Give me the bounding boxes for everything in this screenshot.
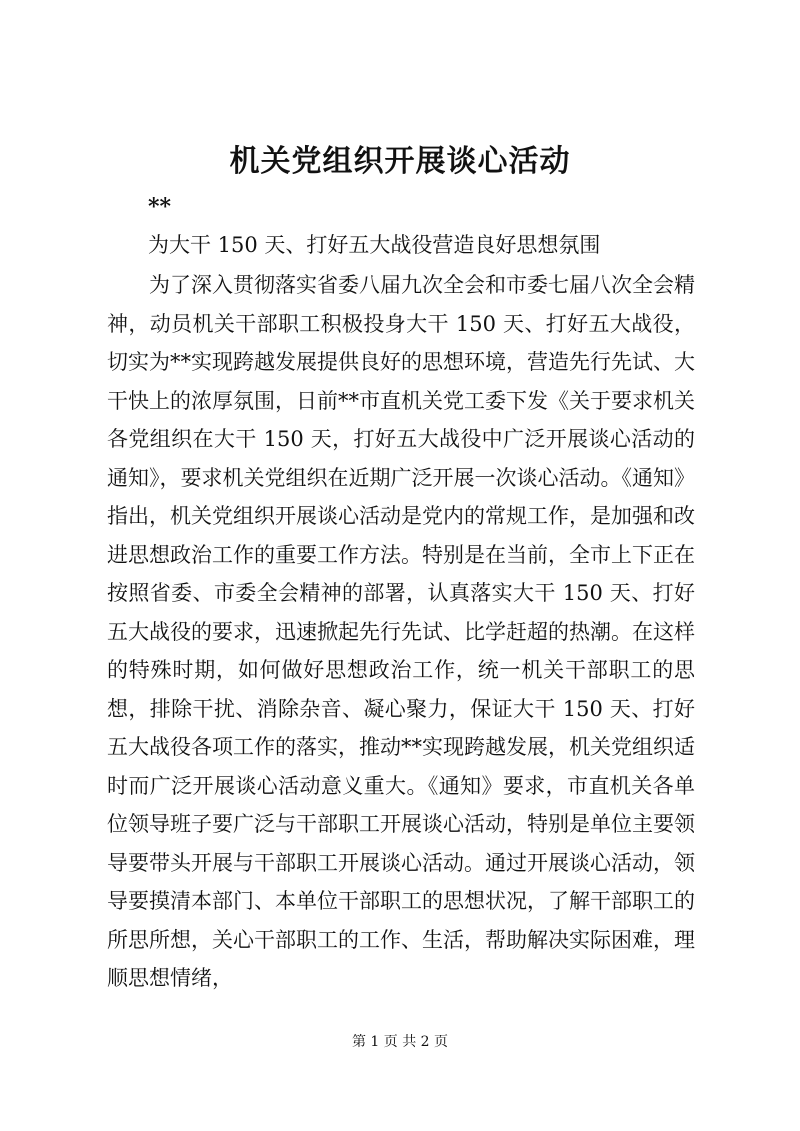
document-title: 机关党组织开展谈心活动 (229, 144, 571, 179)
page-footer: 第 1 页 共 2 页 (351, 1034, 449, 1050)
document-subtitle: 为大干 150 天、打好五大战役营造良好思想氛围 (148, 233, 601, 257)
body-paragraph: 为了深入贯彻落实省委八届九次全会和市委七届八次全会精神，动员机关干部职工积极投身大干 150 天、打好五大战役，切实为**实现跨越发展提供良好的思想环境，营造先行先试、大干快上的浓厚氛围，日前**市直机关党工委下发《关于要求机关各党组织在大干 150 天，打好五大战役中广泛开展谈心活动的通知》，要求机关党组织在近期广泛开展一次谈心活动。《通知》指出，机关党组织开展谈心活动是党内的常规工作，是加强和改进思想政治工作的重要工作方法。特别是在当前，全市上下正在按照省委、市委全会精神的部署，认真落实大干 150 天、打好五大战役的要求，迅速掀起先行先试、比学赶超的热潮。在这样的特殊时期，如何做好思想政治工作，统一机关干部职工的思想，排除干扰、消除杂音、凝心聚力，保证大干 150 天、打好五大战役各项工作的落实，推动**实现跨越发展，机关党组织适时而广泛开展谈心活动意义重大。《通知》要求，市直机关各单位领导班子要广泛与干部职工开展谈心活动，特别是单位主要领导要带头开展与干部职工开展谈心活动。通过开展谈心活动，领导要摸清本部门、本单位干部职工的思想状况，了解干部职工的所思所想，关心干部职工的工作、生活，帮助解决实际困难，理顺思想情绪， (107, 273, 695, 990)
author-line: ** (148, 194, 172, 220)
